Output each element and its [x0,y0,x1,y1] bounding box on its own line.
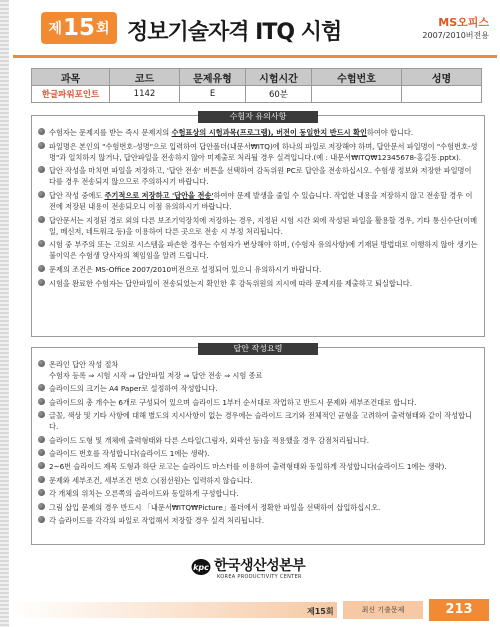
kpc-logo [191,555,341,583]
list-item [36,127,478,138]
bullet-icon [38,279,45,286]
office-version: 2007/2010버전용 [422,31,489,40]
emphasis-text: 주기적으로 저장하고 '답안을 전송' [104,191,214,201]
header-subject: 과목 [32,69,110,86]
candidate-notice-title: 수험자 유의사항 [198,111,318,123]
subject-value: 한글파워포인트 [32,86,110,103]
kpc-logo-icon [191,557,211,577]
notice-text: 문제의 조건은 MS-Office 2007/2010버전으로 설정되어 있으니 유의하시기 바랍니다. [49,265,322,275]
guide-text: 문제와 세부조건, 세부조건 번호 ○(점선원)는 입력하지 않습니다. [49,475,253,485]
guide-text: 슬라이드의 총 개수는 6개로 구성되어 있으며 슬라이드 1부터 순서대로 작업하고 반드시 문제와 세부조건대로 합니다. [49,397,417,407]
type-value: E [180,86,246,103]
page-header [13,8,497,50]
notice-text: 수험자는 문제지를 받는 즉시 문제지의 [49,128,172,137]
exam-page [13,0,497,627]
bullet-icon [38,265,45,272]
list-item [36,165,478,187]
list-item [36,488,478,499]
svg-text:kpc: kpc [193,563,209,572]
header-code: 코드 [110,69,180,86]
name-cell [402,86,482,103]
round-prefix: 제 [48,21,62,37]
header-exam-number: 수험번호 [312,69,402,86]
list-item [36,239,478,261]
bullet-icon [38,191,45,198]
list-item [36,383,478,394]
guide-text: 그림 삽입 문제의 경우 반드시 「내문서₩ITQ₩Picture」폴더에서 정확한 파일을 선택하여 삽입하십시오. [49,502,381,512]
time-value: 60분 [246,86,312,103]
code-value: 1142 [110,86,180,103]
notice-text: 답안 작성을 마치면 파일을 저장하고, '답안 전송' 버튼을 선택하여 감독위원 PC로 답안을 전송하십시오. 수험생 정보와 저장한 파일명이 다를 경우 전송되지 않으므로 주의하시기 바랍니다. [49,166,472,187]
candidate-notice-box [31,112,485,337]
guide-text: 슬라이드 번호를 작성합니다(슬라이드 1에는 생략). [49,448,210,458]
bullet-icon [38,516,45,523]
bullet-icon [38,449,45,456]
list-item [36,410,478,432]
notice-text: 하여야 합니다. [366,128,414,137]
exam-title: 정보기술자격 ITQ 시험 [127,20,342,45]
notice-text: 답안문서는 지정된 경로 외의 다른 보조기억장치에 저장하는 경우, 지정된 시험 시간 외에 작성된 파일을 활용할 경우, 기타 통신수단(이메일, 메신저, 네트워크 등)을 이용하여 다른 곳으로 전송 시 부정 처리됩니다. [49,215,478,236]
guide-text: 글꼴, 색상 및 기타 사항에 대해 별도의 지시사항이 없는 경우에는 슬라이드 크기와 전체적인 균형을 고려하여 출력형태와 같이 작성합니다. [49,411,473,432]
bullet-icon [38,462,45,469]
notice-text: 답안 작성 중에도 [49,191,105,201]
info-value-row [32,86,482,103]
bullet-icon [38,503,45,510]
list-item [36,461,478,472]
guide-text: 2~6번 슬라이드 제목 도형과 하단 로고는 슬라이드 마스터를 이용하여 출력형태와 동일하게 작성합니다(슬라이드 1에는 생략). [49,462,447,472]
answer-guide-list [32,348,484,526]
bullet-icon [38,142,45,149]
answer-guide-title: 답안 작성요령 [198,343,318,355]
notice-text: 시험 중 부주의 또는 고의로 시스템을 파손한 경우는 수험자가 변상해야 하며, (수험자 유의사항)에 기재된 방법대로 이행하지 않아 생기는 불이익은 수험생 당사자의 책임임을 알려 드립니다. [49,240,478,261]
list-item [36,448,478,459]
round-number: 15 [62,15,95,41]
answer-steps-label: 온라인 답안 작성 절차 [49,360,119,369]
header-type: 문제유형 [180,69,246,86]
guide-text: 각 슬라이드를 각각의 파일로 작업해서 저장할 경우 실격 처리됩니다. [49,515,264,525]
list-item [36,475,478,486]
header-time: 시험시간 [246,69,312,86]
page-edge-strip [0,0,9,627]
footer-round: 제15회 [307,607,334,616]
bullet-icon [38,476,45,483]
footer-band [13,602,337,618]
answer-steps-flow: 수험자 등록 ⇒ 시험 시작 ⇒ 답안파일 저장 ⇒ 답안 전송 ⇒ 시험 종료 [49,371,263,380]
list-item [36,190,478,212]
notice-text: 하여야 문제 발생을 줄일 수 있습니다. 작업한 내용을 저장하지 않고 전송할 경우 이전에 저장된 내용이 전송되오니 이점 유의하시기 바랍니다. [49,191,473,212]
list-item [36,515,478,526]
bullet-icon [38,216,45,223]
bullet-icon [38,360,45,367]
bullet-icon [38,240,45,247]
round-badge [41,12,117,44]
list-item [36,264,478,275]
answer-guide-box [31,344,485,545]
list-item [36,278,478,289]
list-item [36,141,478,163]
bullet-icon [38,436,45,443]
guide-text: 슬라이드 도형 및 개체에 출력형태와 다른 스타일(그림자, 외곽선 등)을 적용했을 경우 감점처리됩니다. [49,435,369,445]
bullet-icon [38,384,45,391]
exam-number-cell [312,86,402,103]
guide-text: 각 개체의 위치는 오른쪽의 슬라이드와 동일하게 구성합니다. [49,489,239,499]
bullet-icon [38,489,45,496]
emphasis-text: 수험표상의 시험과목(프로그램), 버전이 동일한지 반드시 확인 [171,128,367,137]
notice-text: 파일명은 본인의 "수험번호-성명"으로 입력하여 답안폴더(내문서₩ITQ)에 하나의 파일로 저장해야 하며, 답안문서 파일명이 "수험번호-성명"과 일치하지 않거나, 답안파일을 전송하지 않아 미제출로 처리될 경우 실격입니다.(예 : 내문서₩ITQ₩12345678-홍길동.pptx). [49,141,478,162]
page-footer [13,596,497,624]
bullet-icon [38,411,45,418]
bullet-icon [38,128,45,135]
header-name: 성명 [402,69,482,86]
logo-name: 한국생산성본부 [214,558,306,574]
list-item [36,435,478,446]
bullet-icon [38,398,45,405]
office-name: MS오피스 [438,16,489,29]
list-item [36,359,478,381]
guide-text: 슬라이드의 크기는 A4 Paper로 설정하여 작성합니다. [49,384,218,394]
exam-info-table [31,68,482,103]
list-item [36,215,478,237]
logo-english: KOREA PRODUCTIVITY CENTER [217,574,302,580]
info-header-row [32,69,482,86]
bullet-icon [38,166,45,173]
list-item [36,397,478,408]
round-suffix: 회 [96,21,110,37]
header-rule [13,55,497,58]
notice-text: 시험을 완료한 수험자는 답안파일이 전송되었는지 확인한 후 감독위원의 지시에 따라 문제지를 제출하고 퇴실합니다. [49,278,412,288]
list-item [36,502,478,513]
footer-section-tag: 최신 기출문제 [343,601,423,619]
candidate-notice-list [32,116,484,289]
page-number: 213 [429,599,489,621]
